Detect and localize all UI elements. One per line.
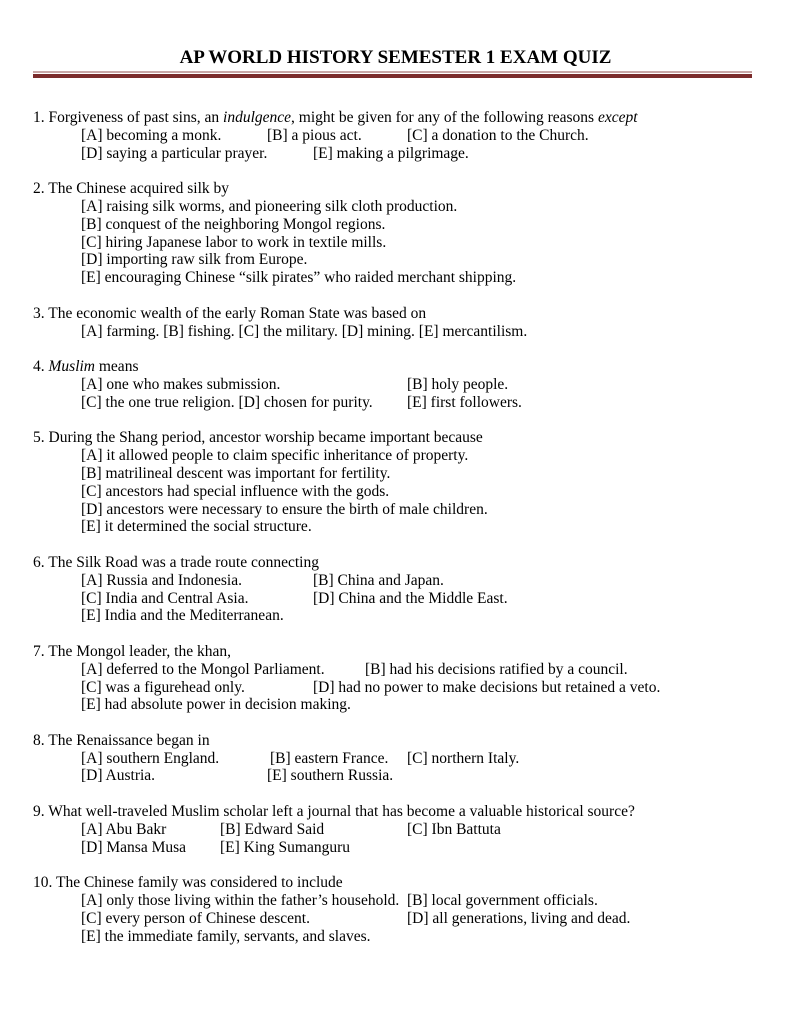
question-7 xyxy=(0,643,791,714)
option-row xyxy=(0,892,791,910)
question-8 xyxy=(0,732,791,785)
stem-text: means xyxy=(95,358,139,376)
option-row xyxy=(0,750,791,768)
option-row xyxy=(0,323,791,341)
answer-option: [A] farming. [B] fishing. [C] the military. [D] mining. [E] mercantilism. xyxy=(81,322,528,340)
question-4 xyxy=(0,358,791,411)
stem-text: 2. The Chinese acquired silk by xyxy=(33,180,230,198)
question-stem xyxy=(33,803,635,821)
answer-option: [E] had absolute power in decision making. xyxy=(81,696,351,714)
option-row xyxy=(0,216,791,234)
stem-text: 5. During the Shang period, ancestor worship became important because xyxy=(33,429,483,447)
answer-option: [C] India and Central Asia. xyxy=(81,589,249,607)
answer-option: [B] China and Japan. xyxy=(313,571,444,589)
answer-option: [E] the immediate family, servants, and slaves. xyxy=(81,927,371,945)
emphasized-term: indulgence xyxy=(223,109,292,126)
answer-option: [C] hiring Japanese labor to work in textile mills. xyxy=(81,233,387,251)
option-row xyxy=(0,394,791,412)
answer-option: [B] local government officials. xyxy=(407,892,598,910)
answer-option: [A] Russia and Indonesia. xyxy=(81,571,242,589)
stem-text: 9. What well-traveled Muslim scholar left a journal that has become a valuable historical source? xyxy=(33,803,635,821)
answer-option: [D] had no power to make decisions but retained a veto. xyxy=(313,678,661,696)
option-row xyxy=(0,483,791,501)
question-stem xyxy=(33,643,231,661)
stem-text: 6. The Silk Road was a trade route connecting xyxy=(33,553,319,571)
question-6 xyxy=(0,554,791,625)
question-stem xyxy=(33,109,638,127)
question-9 xyxy=(0,803,791,856)
option-row xyxy=(0,269,791,287)
question-2 xyxy=(0,180,791,287)
question-stem xyxy=(33,874,343,892)
answer-option: [A] raising silk worms, and pioneering silk cloth production. xyxy=(81,197,458,215)
option-row xyxy=(0,465,791,483)
stem-text: 10. The Chinese family was considered to include xyxy=(33,874,343,892)
question-5 xyxy=(0,429,791,536)
answer-option: [D] Austria. xyxy=(81,767,156,785)
option-row xyxy=(0,376,791,394)
answer-option: [A] Abu Bakr xyxy=(81,820,167,838)
option-row xyxy=(0,145,791,163)
option-row xyxy=(0,518,791,536)
header-rule-thick xyxy=(33,74,752,78)
option-row xyxy=(0,696,791,714)
question-10 xyxy=(0,874,791,945)
option-row xyxy=(0,234,791,252)
answer-option: [C] every person of Chinese descent. xyxy=(81,909,310,927)
question-stem xyxy=(33,180,229,198)
answer-option: [E] encouraging Chinese “silk pirates” who raided merchant shipping. xyxy=(81,269,517,287)
answer-option: [B] a pious act. xyxy=(267,126,362,144)
stem-text: 1. Forgiveness of past sins, an xyxy=(33,109,224,126)
emphasized-term: except xyxy=(597,109,638,126)
option-row xyxy=(0,661,791,679)
answer-option: [D] Mansa Musa xyxy=(81,838,187,856)
answer-option: [B] matrilineal descent was important for fertility. xyxy=(81,464,391,482)
answer-option: [C] ancestors had special influence with the gods. xyxy=(81,482,390,500)
question-stem xyxy=(33,305,426,323)
answer-option: [B] eastern France. xyxy=(270,749,389,767)
option-row xyxy=(0,198,791,216)
answer-option: [A] deferred to the Mongol Parliament. xyxy=(81,660,325,678)
stem-text: 4. xyxy=(33,358,49,376)
question-stem xyxy=(33,554,319,572)
answer-option: [D] all generations, living and dead. xyxy=(407,909,631,927)
answer-option: [D] saying a particular prayer. xyxy=(81,144,268,162)
option-row xyxy=(0,839,791,857)
answer-option: [E] first followers. xyxy=(407,393,522,411)
answer-option: [E] King Sumanguru xyxy=(220,838,351,856)
answer-option: [B] had his decisions ratified by a council. xyxy=(365,660,628,678)
option-row xyxy=(0,910,791,928)
option-row xyxy=(0,590,791,608)
option-row xyxy=(0,607,791,625)
emphasized-term: Muslim xyxy=(48,358,95,376)
answer-option: [E] India and the Mediterranean. xyxy=(81,607,284,625)
answer-option: [E] it determined the social structure. xyxy=(81,518,312,536)
option-row xyxy=(0,251,791,269)
question-stem xyxy=(33,732,210,750)
page-title: AP WORLD HISTORY SEMESTER 1 EXAM QUIZ xyxy=(179,47,612,68)
stem-text: 7. The Mongol leader, the khan, xyxy=(33,642,231,660)
stem-text: 3. The economic wealth of the early Roman State was based on xyxy=(33,304,427,322)
question-1 xyxy=(0,109,791,162)
answer-option: [B] holy people. xyxy=(407,375,509,393)
answer-option: [A] one who makes submission. xyxy=(81,375,281,393)
answer-option: [C] northern Italy. xyxy=(407,749,520,767)
quiz-body xyxy=(0,109,791,963)
option-row xyxy=(0,821,791,839)
option-row xyxy=(0,127,791,145)
stem-text: 8. The Renaissance began in xyxy=(33,731,210,749)
stem-text: , might be given for any of the following reasons xyxy=(291,109,598,126)
answer-option: [A] only those living within the father’s household. xyxy=(81,892,400,910)
question-stem xyxy=(33,358,138,376)
answer-option: [E] making a pilgrimage. xyxy=(313,144,469,162)
option-row xyxy=(0,501,791,519)
question-3 xyxy=(0,305,791,341)
answer-option: [B] conquest of the neighboring Mongol regions. xyxy=(81,215,386,233)
answer-option: [C] a donation to the Church. xyxy=(407,126,589,144)
answer-option: [E] southern Russia. xyxy=(267,767,394,785)
answer-option: [D] importing raw silk from Europe. xyxy=(81,251,308,269)
question-stem xyxy=(33,429,483,447)
answer-option: [C] the one true religion. [D] chosen for purity. xyxy=(81,393,373,411)
option-row xyxy=(0,928,791,946)
answer-option: [A] it allowed people to claim specific inheritance of property. xyxy=(81,447,469,465)
answer-option: [B] Edward Said xyxy=(220,820,325,838)
answer-option: [D] China and the Middle East. xyxy=(313,589,508,607)
answer-option: [A] southern England. xyxy=(81,749,220,767)
option-row xyxy=(0,679,791,697)
answer-option: [C] was a figurehead only. xyxy=(81,678,245,696)
option-row xyxy=(0,447,791,465)
option-row xyxy=(0,767,791,785)
answer-option: [A] becoming a monk. xyxy=(81,126,222,144)
answer-option: [D] ancestors were necessary to ensure the birth of male children. xyxy=(81,500,488,518)
header-rule-thin xyxy=(33,71,752,73)
option-row xyxy=(0,572,791,590)
answer-option: [C] Ibn Battuta xyxy=(407,820,501,838)
